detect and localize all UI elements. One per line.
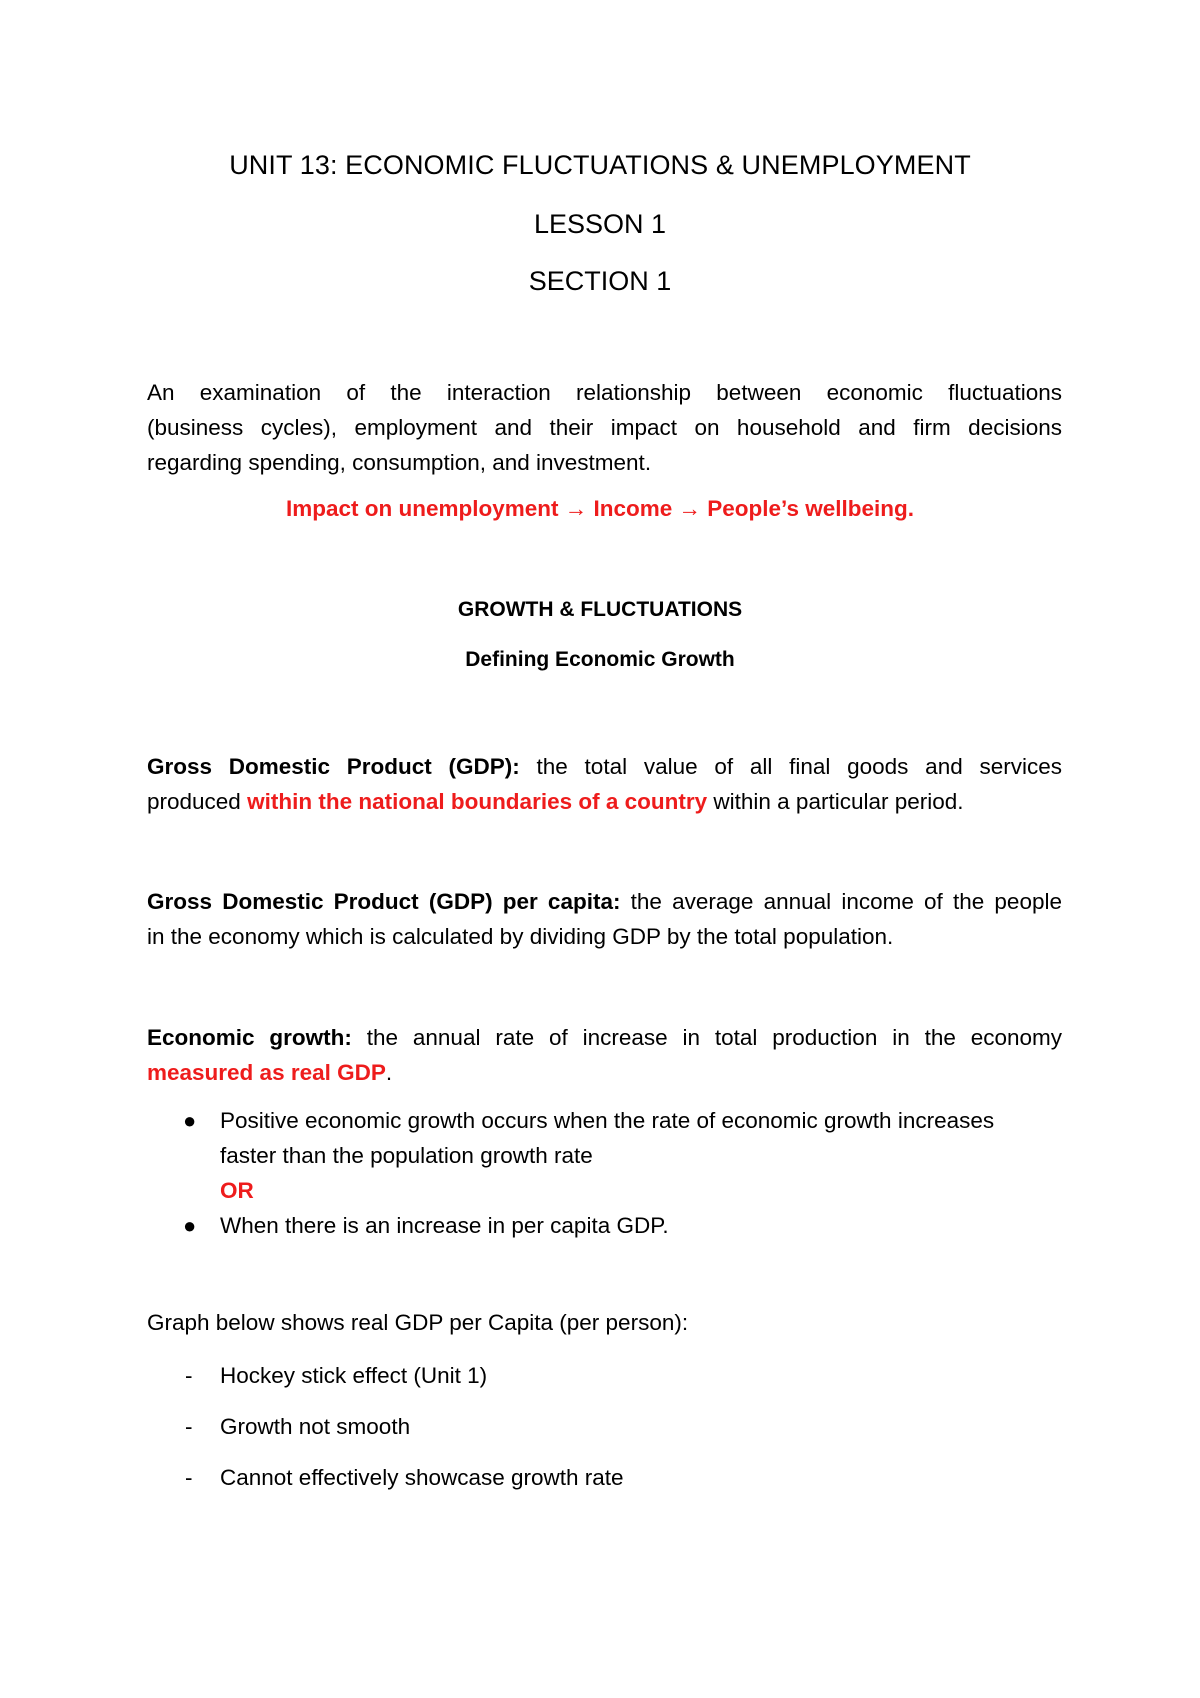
intro-paragraph (147, 375, 1062, 480)
list-item (147, 1363, 624, 1414)
gdp-line-2-pre: produced (147, 789, 241, 814)
growth-term: Economic growth: (147, 1025, 352, 1050)
lesson-label: LESSON 1 (533, 209, 667, 239)
impact-tagline: Impact on unemployment → Income → People’s wellbeing. (285, 496, 915, 521)
growth-line-2-post: . (385, 1060, 393, 1085)
gdp-line-1 (147, 749, 1062, 784)
economic-growth-definition (147, 1020, 1062, 1090)
graph-notes-list (147, 1363, 624, 1516)
list-item (147, 1465, 624, 1516)
gdppc-term: Gross Domestic Product (GDP) per capita: (147, 889, 621, 914)
gdp-per-capita-definition (147, 884, 1062, 954)
bullet-1-line-1: Positive economic growth occurs when the rate of economic growth increases (220, 1108, 995, 1133)
gdp-line-2-post: within a particular period. (713, 789, 964, 814)
gdppc-line-1 (147, 884, 1062, 919)
gdppc-line-2: in the economy which is calculated by dividing GDP by the total population. (147, 924, 894, 949)
gdp-line-1-text: the total value of all final goods and services (536, 754, 1062, 779)
gdppc-line-1-text: the average annual income of the people (630, 889, 1062, 914)
defining-growth-subheading: Defining Economic Growth (465, 648, 735, 671)
gdp-definition (147, 749, 1062, 819)
bullet-1-line-2: faster than the population growth rate (220, 1143, 593, 1168)
bullet-icon: ● (183, 1108, 197, 1133)
graph-intro-text: Graph below shows real GDP per Capita (per person): (147, 1310, 689, 1335)
list-item (147, 1414, 624, 1465)
unit-title: UNIT 13: ECONOMIC FLUCTUATIONS & UNEMPLOYMENT (229, 150, 971, 180)
gdp-term: Gross Domestic Product (GDP): (147, 754, 520, 779)
intro-line-1: An examination of the interaction relationship between economic fluctuations (147, 380, 1062, 405)
or-label: OR (220, 1178, 254, 1203)
dash-icon: - (185, 1363, 193, 1388)
intro-line-3: regarding spending, consumption, and investment. (147, 450, 652, 475)
growth-bullet-list (147, 1103, 1062, 1243)
gdp-highlight: within the national boundaries of a country (247, 789, 708, 814)
growth-highlight: measured as real GDP (147, 1060, 386, 1085)
growth-line-2 (147, 1055, 1062, 1090)
list-item (147, 1208, 1062, 1243)
dash-icon: - (185, 1414, 193, 1439)
dash-item-text: Hockey stick effect (Unit 1) (220, 1363, 488, 1388)
growth-fluctuations-heading: GROWTH & FLUCTUATIONS (457, 598, 743, 621)
growth-line-1-text: the annual rate of increase in total production in the economy (366, 1025, 1063, 1050)
dash-icon: - (185, 1465, 193, 1490)
growth-line-1 (147, 1020, 1062, 1055)
dash-item-text: Growth not smooth (220, 1414, 411, 1439)
bullet-2-text: When there is an increase in per capita GDP. (220, 1213, 669, 1238)
intro-line-2: (business cycles), employment and their impact on household and firm decisions (147, 415, 1062, 440)
list-item (147, 1103, 1062, 1208)
gdp-line-2 (147, 784, 1062, 819)
section-label: SECTION 1 (528, 266, 672, 296)
dash-item-text: Cannot effectively showcase growth rate (220, 1465, 624, 1490)
bullet-icon: ● (183, 1213, 197, 1238)
